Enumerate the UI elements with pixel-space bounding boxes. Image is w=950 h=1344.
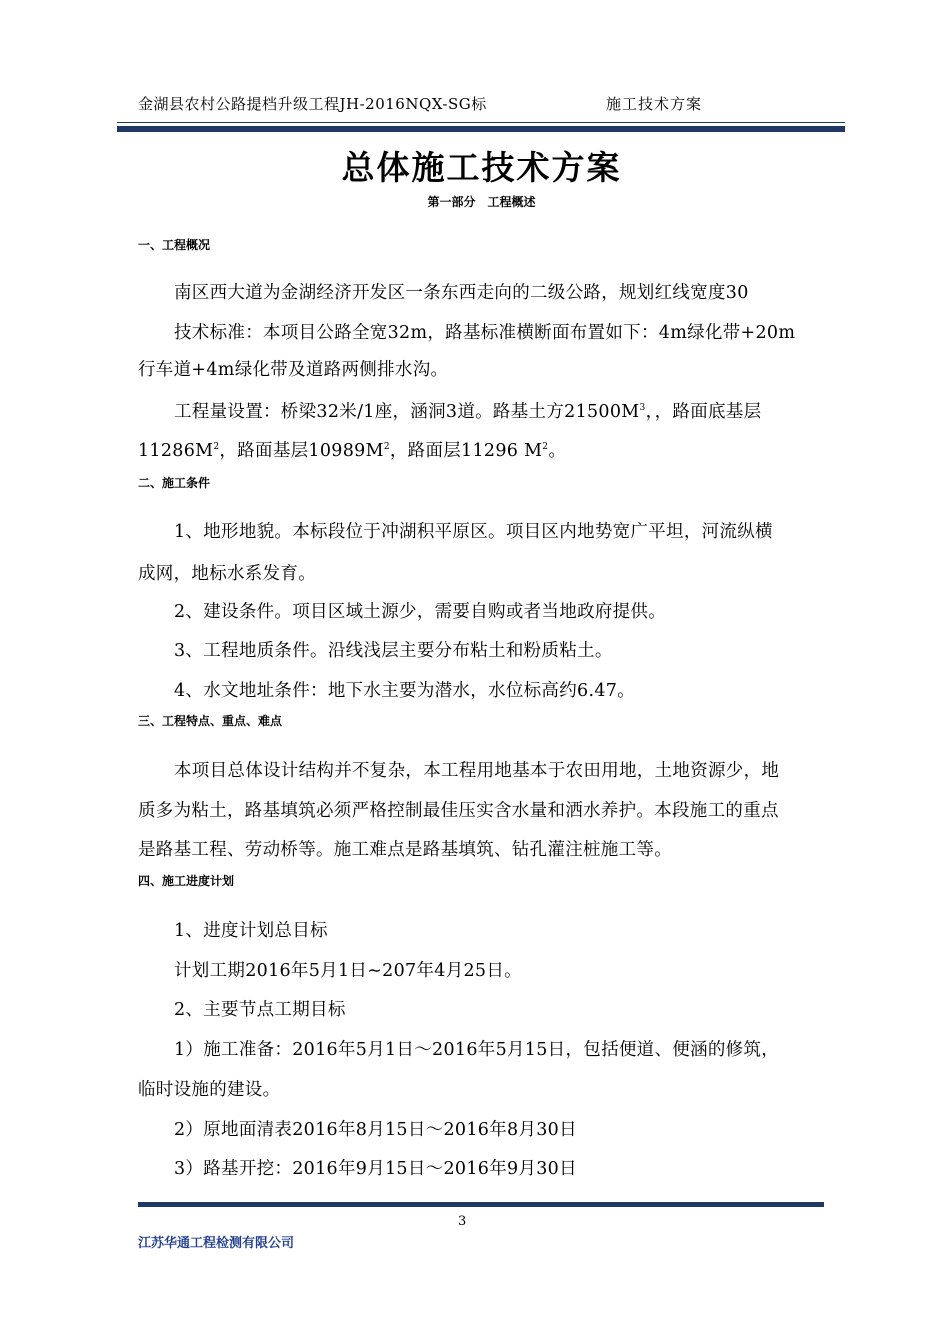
paragraph-line: 3、工程地质条件。沿线浅层主要分布粘土和粉质粘土。	[174, 641, 613, 661]
page-number: 3	[458, 1214, 467, 1229]
paragraph-line: 是路基工程、劳动桥等。施工难点是路基填筑、钻孔灌注桩施工等。	[138, 840, 672, 860]
page-title: 总体施工技术方案	[341, 148, 622, 187]
superscript: 2	[383, 442, 390, 452]
paragraph-line	[174, 398, 761, 423]
section-heading-conditions: 二、施工条件	[138, 476, 211, 490]
paragraph-line: 成网，地标水系发育。	[138, 564, 316, 584]
text-run: 。	[548, 441, 567, 461]
paragraph-line: 1、地形地貌。本标段位于冲湖积平原区。项目区内地势宽广平坦，河流纵横	[174, 522, 773, 542]
superscript: 3	[639, 403, 646, 413]
section-heading-features: 三、工程特点、重点、难点	[138, 714, 283, 728]
footer-company-name: 江苏华通工程检测有限公司	[138, 1236, 295, 1251]
paragraph-line: 3）路基开挖：2016年9月15日～2016年9月30日	[174, 1159, 577, 1179]
paragraph-line: 南区西大道为金湖经济开发区一条东西走向的二级公路，规划红线宽度30	[174, 283, 749, 303]
paragraph-line: 计划工期2016年5月1日∼207年4月25日。	[174, 961, 522, 981]
header-rule	[117, 126, 845, 132]
header-project-name: 金湖县农村公路提档升级工程JH-2016NQX-SG标	[138, 95, 487, 113]
paragraph-line: 2）原地面清表2016年8月15日～2016年8月30日	[174, 1120, 577, 1140]
superscript: 2	[213, 442, 220, 452]
footer-rule	[138, 1202, 824, 1207]
section-heading-overview: 一、工程概况	[138, 238, 211, 252]
paragraph-line	[138, 437, 566, 462]
paragraph-line: 技术标准：本项目公路全宽32m，路基标准横断面布置如下：4m绿化带+20m	[174, 323, 796, 343]
text-run: ，路面层11296 M	[389, 441, 543, 461]
paragraph-line: 临时设施的建设。	[138, 1080, 281, 1100]
paragraph-line: 质多为粘土，路基填筑必须严格控制最佳压实含水量和洒水养护。本段施工的重点	[138, 801, 779, 821]
header-rule-thin	[117, 122, 845, 123]
paragraph-line: 行车道+4m绿化带及道路两侧排水沟。	[138, 360, 449, 380]
paragraph-line: 2、建设条件。项目区域土源少，需要自购或者当地政府提供。	[174, 602, 667, 622]
text-run: 工程量设置：桥梁32米/1座，涵洞3道。路基土方21500M	[174, 402, 640, 422]
page-subtitle: 第一部分 工程概述	[427, 195, 536, 209]
text-run: ，路面基层10989M	[219, 441, 384, 461]
paragraph-line: 2、主要节点工期目标	[174, 1000, 346, 1020]
paragraph-line: 4、水文地址条件：地下水主要为潜水，水位标高约6.47。	[174, 681, 635, 701]
paragraph-line: 1、进度计划总目标	[174, 921, 328, 941]
paragraph-line: 本项目总体设计结构并不复杂，本工程用地基本于农田用地，土地资源少，地	[174, 761, 780, 781]
superscript: 2	[542, 442, 549, 452]
text-run: 11286M	[138, 441, 214, 461]
section-heading-schedule: 四、施工进度计划	[138, 874, 235, 888]
paragraph-line: 1）施工准备：2016年5月1日～2016年5月15日，包括便道、便涵的修筑，	[174, 1040, 780, 1060]
header-doc-type: 施工技术方案	[606, 95, 703, 113]
text-run: ，，路面底基层	[645, 402, 762, 422]
